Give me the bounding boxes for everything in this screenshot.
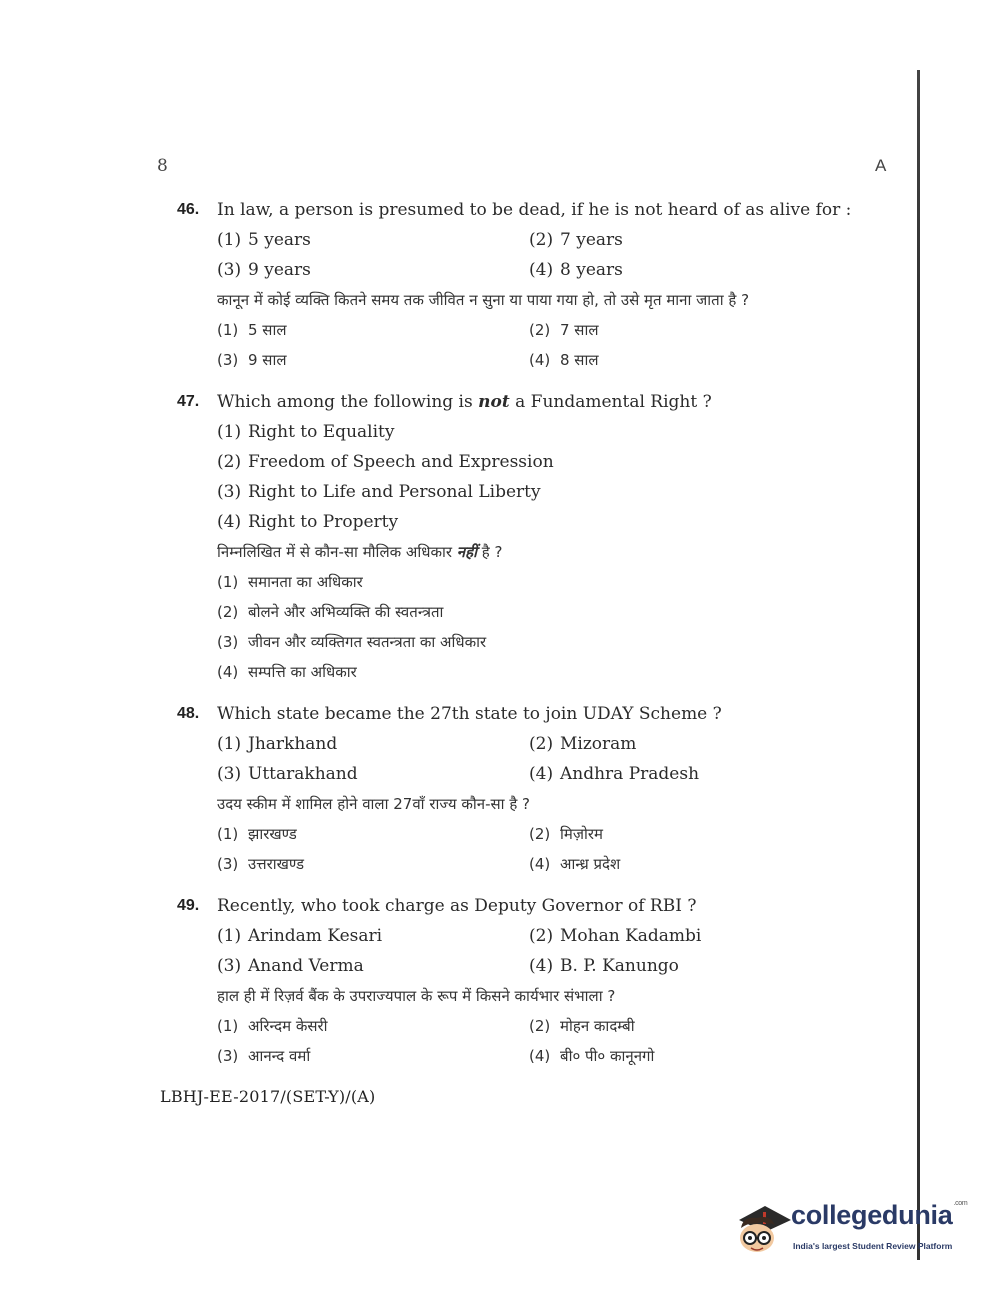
option-3-hi: (3) आनन्द वर्मा bbox=[217, 1047, 311, 1065]
option-2-hi: (2) 7 साल bbox=[529, 321, 599, 339]
question-47 bbox=[177, 392, 897, 692]
set-letter: A bbox=[875, 156, 887, 175]
question-text-hi: कानून में कोई व्यक्ति कितने समय तक जीवित न सुना या पाया गया हो, तो उसे मृत माना जाता है ? bbox=[217, 291, 750, 309]
option-4: (4) Andhra Pradesh bbox=[529, 764, 700, 784]
option-2-hi: (2) बोलने और अभिव्यक्ति की स्वतन्त्रता bbox=[217, 603, 444, 621]
option-1: (1) Arindam Kesari bbox=[217, 926, 383, 946]
option-4-hi: (4) 8 साल bbox=[529, 351, 599, 369]
option-3-hi: (3) जीवन और व्यक्तिगत स्वतन्त्रता का अधिकार bbox=[217, 633, 487, 651]
scan-edge-line bbox=[917, 70, 920, 1260]
option-4-hi: (4) सम्पत्ति का अधिकार bbox=[217, 663, 357, 681]
question-text-en: In law, a person is presumed to be dead, if he is not heard of as alive for : bbox=[217, 200, 852, 220]
option-1: (1) 5 years bbox=[217, 230, 311, 250]
option-3-hi: (3) उत्तराखण्ड bbox=[217, 855, 305, 873]
option-3: (3) 9 years bbox=[217, 260, 311, 280]
option-1-hi: (1) अरिन्दम केसरी bbox=[217, 1017, 328, 1035]
option-4-hi: (4) आन्ध्र प्रदेश bbox=[529, 855, 621, 873]
options-en bbox=[217, 230, 897, 290]
option-2-hi: (2) मोहन कादम्बी bbox=[529, 1017, 635, 1035]
options-en bbox=[217, 422, 897, 542]
logo-wordmark: collegedunia$^{.com}$ bbox=[791, 1200, 968, 1230]
option-3: (3) Anand Verma bbox=[217, 956, 364, 976]
option-1: (1) Jharkhand bbox=[217, 734, 338, 754]
question-number: 47. bbox=[177, 393, 200, 410]
question-number: 46. bbox=[177, 201, 200, 218]
options-en bbox=[217, 926, 897, 986]
option-1-hi: (1) झारखण्ड bbox=[217, 825, 297, 843]
logo-tagline: India's largest Student Review Platform bbox=[793, 1241, 953, 1251]
options-hi bbox=[217, 320, 897, 380]
question-text-hi: उदय स्कीम में शामिल होने वाला 27वाँ राज्य कौन-सा है ? bbox=[217, 795, 531, 813]
option-2: (2) Mizoram bbox=[529, 734, 637, 754]
option-2: (2) 7 years bbox=[529, 230, 623, 250]
option-1: (1) Right to Equality bbox=[217, 422, 395, 442]
option-2: (2) Mohan Kadambi bbox=[529, 926, 702, 946]
option-2: (2) Freedom of Speech and Expression bbox=[217, 452, 554, 472]
paper-code: LBHJ-EE-2017/(SET-Y)/(A) bbox=[160, 1087, 376, 1106]
question-48 bbox=[177, 704, 897, 884]
question-number: 49. bbox=[177, 897, 200, 914]
mascot-icon bbox=[733, 1198, 795, 1260]
options-hi bbox=[217, 1016, 897, 1076]
option-3: (3) Uttarakhand bbox=[217, 764, 358, 784]
option-1-hi: (1) 5 साल bbox=[217, 321, 287, 339]
question-text-en: Which state became the 27th state to join UDAY Scheme ? bbox=[217, 704, 722, 724]
question-46 bbox=[177, 200, 897, 380]
question-49 bbox=[177, 896, 897, 1076]
option-4: (4) B. P. Kanungo bbox=[529, 956, 679, 976]
question-text-hi: निम्नलिखित में से कौन-सा मौलिक अधिकार नहीं है ? bbox=[217, 543, 503, 561]
collegedunia-logo bbox=[733, 1198, 968, 1260]
question-text-en: Which among the following is not a Fundamental Right ? bbox=[217, 392, 712, 412]
question-text-hi: हाल ही में रिज़र्व बैंक के उपराज्यपाल के रूप में किसने कार्यभार संभाला ? bbox=[217, 987, 616, 1005]
question-text-en: Recently, who took charge as Deputy Governor of RBI ? bbox=[217, 896, 697, 916]
option-1-hi: (1) समानता का अधिकार bbox=[217, 573, 363, 591]
options-hi bbox=[217, 572, 897, 692]
option-4-hi: (4) बी० पी० कानूनगो bbox=[529, 1047, 655, 1065]
question-number: 48. bbox=[177, 705, 200, 722]
options-hi bbox=[217, 824, 897, 884]
option-3-hi: (3) 9 साल bbox=[217, 351, 287, 369]
page-number: 8 bbox=[157, 156, 168, 176]
option-4: (4) Right to Property bbox=[217, 512, 399, 532]
option-4: (4) 8 years bbox=[529, 260, 623, 280]
option-3: (3) Right to Life and Personal Liberty bbox=[217, 482, 541, 502]
options-en bbox=[217, 734, 897, 794]
option-2-hi: (2) मिज़ोरम bbox=[529, 825, 603, 843]
